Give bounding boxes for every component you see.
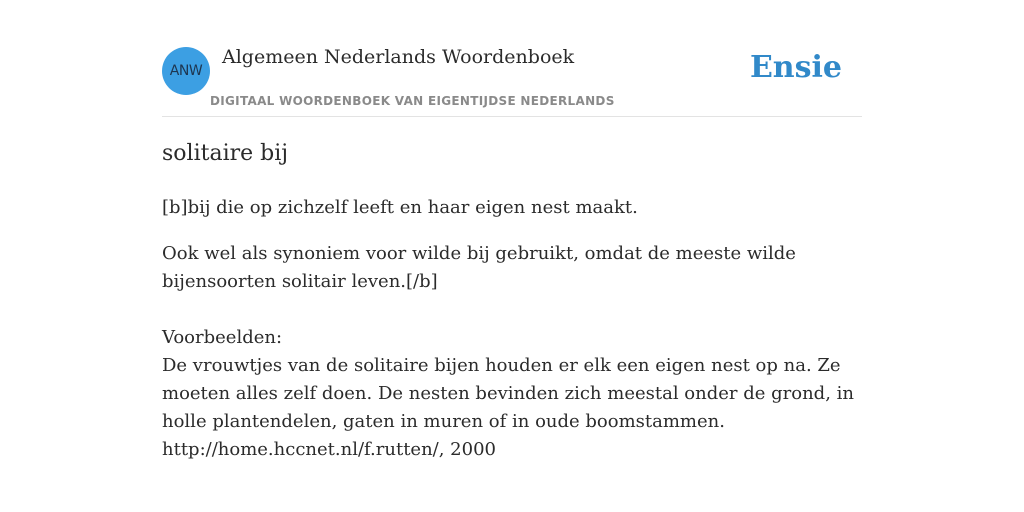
site-subtitle: DIGITAAL WOORDENBOEK VAN EIGENTIJDSE NEDERLANDS <box>210 94 615 108</box>
site-title[interactable]: Algemeen Nederlands Woordenboek <box>222 46 575 68</box>
examples-label: Voorbeelden: <box>162 327 283 348</box>
entry-synonym-note: Ook wel als synoniem voor wilde bij gebruikt, omdat de meeste wilde bijensoorten solitair leven.[/b] <box>162 243 796 292</box>
entry-title: solitaire bij <box>162 141 289 166</box>
examples-section <box>162 324 862 464</box>
example-source: http://home.hccnet.nl/f.rutten/, 2000 <box>162 439 496 460</box>
site-header <box>162 46 862 117</box>
entry-definition: [b]bij die op zichzelf leeft en haar eigen nest maakt. <box>162 197 638 218</box>
dictionary-entry <box>162 140 862 464</box>
ensie-brand-link[interactable]: Ensie <box>749 50 842 85</box>
anw-logo-icon[interactable]: ANW <box>162 47 210 95</box>
example-text: De vrouwtjes van de solitaire bijen houden er elk een eigen nest op na. Ze moeten alles zelf doen. De nesten bevinden zich meestal onder de grond, in holle plantendelen, gaten in muren of in oude boomstammen. <box>162 355 854 432</box>
